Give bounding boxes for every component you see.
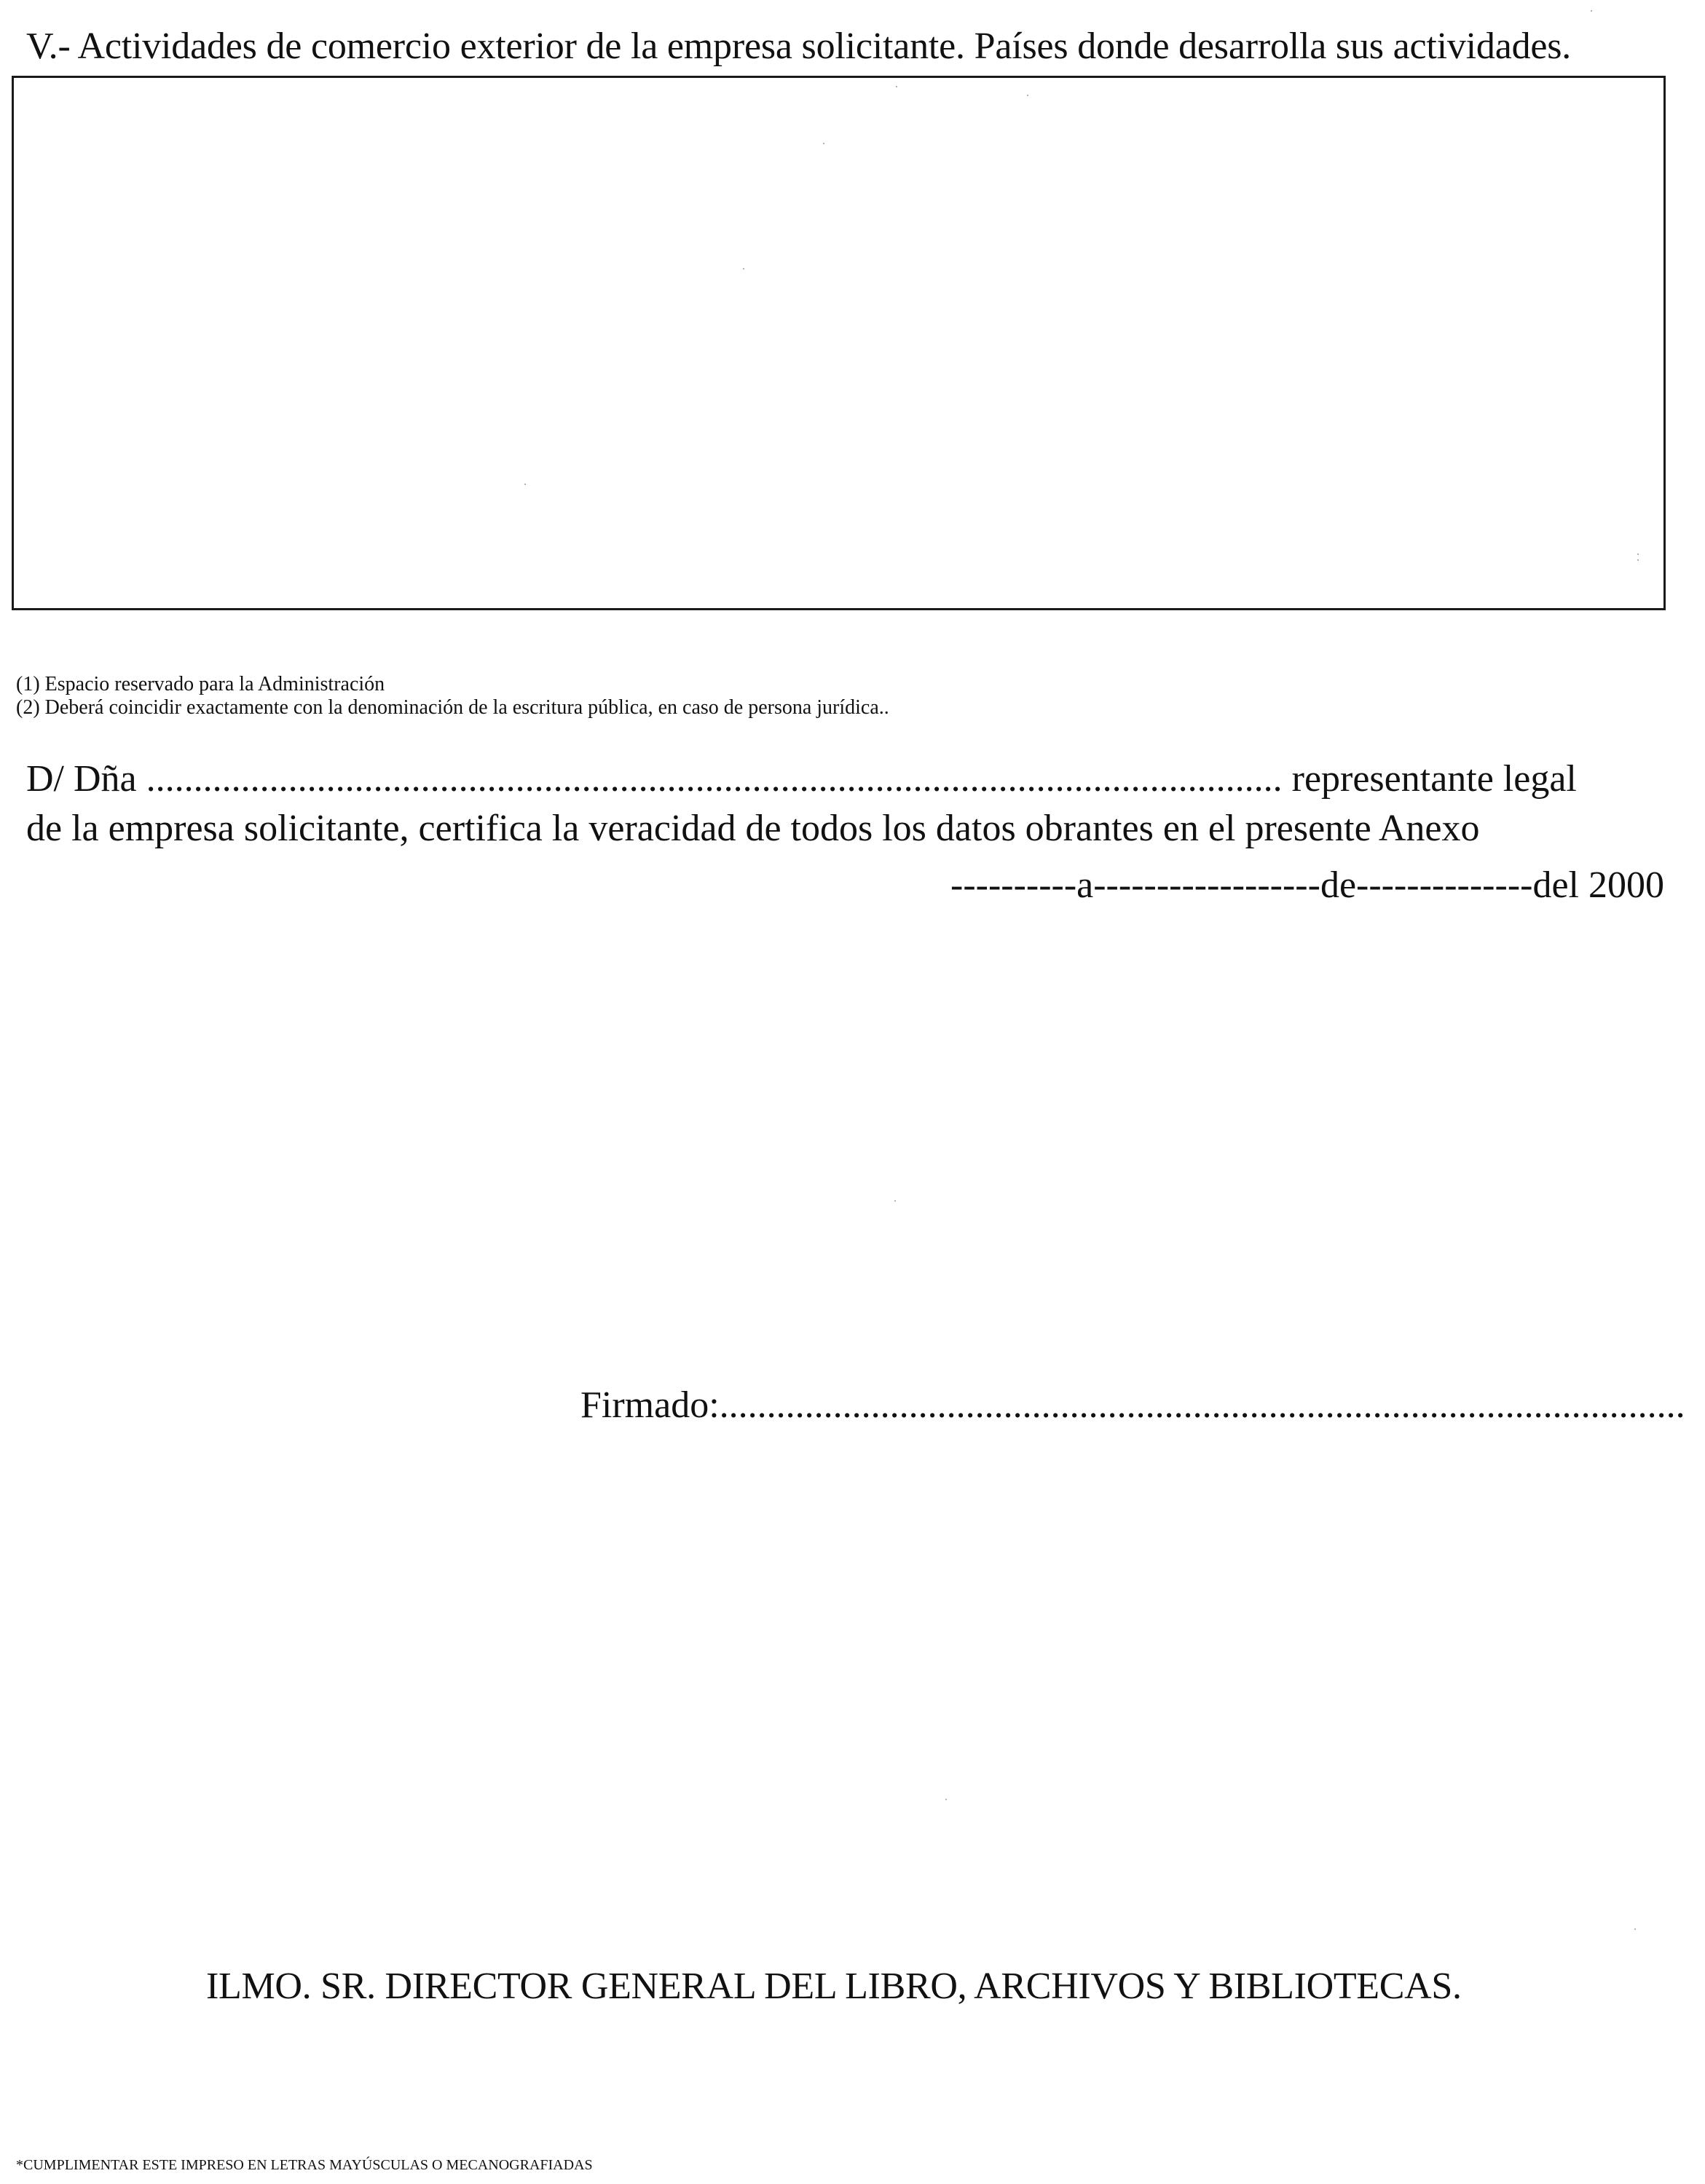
- footnote-1: (1) Espacio reservado para la Administración: [16, 673, 385, 695]
- foreign-trade-activities-field[interactable]: [12, 76, 1666, 610]
- footnote-2: (2) Deberá coincidir exactamente con la denominación de la escritura pública, en caso de persona jurídica..: [16, 696, 889, 719]
- addressee: ILMO. SR. DIRECTOR GENERAL DEL LIBRO, ARCHIVOS Y BIBLIOTECAS.: [206, 1966, 1462, 2007]
- scan-speck: [896, 86, 897, 87]
- scan-speck: [524, 484, 526, 485]
- scan-speck: [1027, 95, 1028, 96]
- scan-speck: [894, 1200, 896, 1202]
- certification-name-line: D/ Dña ........................................................................................................................ representante legal: [26, 758, 1577, 800]
- section-v-heading: V.- Actividades de comercio exterior de la empresa solicitante. Países donde desarrolla sus actividades.: [26, 25, 1572, 67]
- signature-line: Firmado:......................................................................................................: [580, 1384, 1685, 1426]
- scan-speck: [1634, 1928, 1636, 1930]
- instructions-note: *CUMPLIMENTAR ESTE IMPRESO EN LETRAS MAYÚSCULAS O MECANOGRAFIADAS: [16, 2157, 593, 2173]
- scan-speck: [1591, 10, 1592, 12]
- scan-speck: [945, 1799, 947, 1800]
- scan-speck: [823, 143, 824, 144]
- scan-speck: [1637, 553, 1639, 555]
- scan-speck: [743, 268, 744, 269]
- scan-speck: [1637, 559, 1639, 561]
- date-line: ----------a------------------de--------------del 2000: [950, 864, 1664, 906]
- certification-statement: de la empresa solicitante, certifica la veracidad de todos los datos obrantes en el presente Anexo: [26, 808, 1480, 849]
